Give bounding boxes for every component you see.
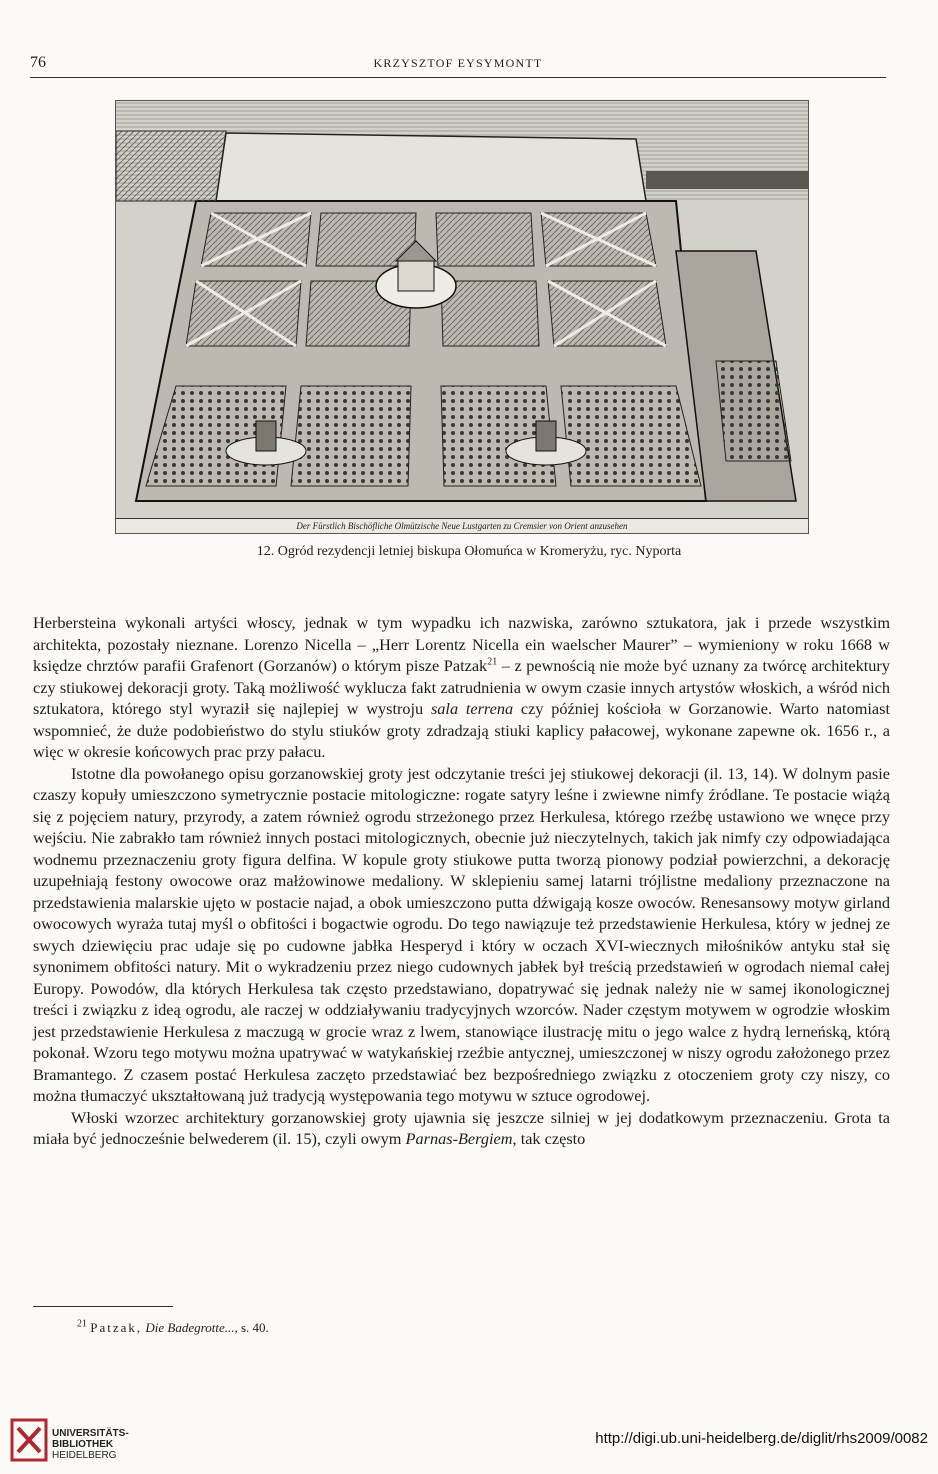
- paragraph-3-text-b: , tak często: [512, 1129, 586, 1148]
- source-url-link[interactable]: http://digi.ub.uni-heidelberg.de/diglit/rhs2009/0082: [595, 1430, 928, 1447]
- page-number: 76: [30, 54, 46, 71]
- library-logo-icon: [10, 1418, 48, 1467]
- footnote-number: 21: [77, 1318, 87, 1330]
- garden-engraving-drawing: [116, 101, 808, 519]
- footnote-ref: 21: [487, 656, 498, 668]
- paragraph-2: Istotne dla powołanego opisu gorzanowskiej groty jest odczytanie treści jej stiukowej dekoracji (il. 13, 14). W dolnym pasie czaszy kopuły umieszczono symetrycznie postacie mitologiczne: rogate satyry leśne i zwiewne nimfy źródlane. Te postacie wiążą się z pojęciem natury, przyrody, a zatem również ogrodu strzeżonego przez Herkulesa, którego rzeźbę ustawiono we wnęce przy wejściu. Nie zabrakło tam również innych postaci mitologicznych, obecnie już nieczytelnych, takich jak nimfy czy odpowiadająca wodnemu przeznaczeniu groty figura delfina. W kopule groty stiukowe putta tworzą pionowy podział powierzchni, a dekorację uzupełniają festony owocowe oraz małżowinowe medaliony. W sklepieniu samej latarni trójlistne medaliony przeznaczone na przedstawienia malarskie ujęto w postacie najad, a obok umieszczono putta dźwigają kosze owoców. Renesansowy motyw girland owocowych wyraża tutaj myśl o obfitości i bogactwie ogrodu. Do tego nawiązuje też przedstawienie Herkulesa, który w jednej ze swych dziewięciu prac udaje się po cudowne jabłka Hesperyd i który w oczach XVI-wiecznych miłośników antyku stał się synonimem obfitości natury. Mit o wykradzeniu przez niego cudownych jabłek był treścią przedstawień w ogrodach niemal całej Europy. Powodów, dla których Herkulesa tak często przedstawiano, dopatrywać się jednak należy nie w samej ikonologicznej treści i związku z ideą ogrodu, ale raczej w oddziaływaniu tradycyjnych wzorców. Nader częstym motywem w ogrodzie włoskim jest przedstawienie Herkulesa z maczugą w grocie wraz z lwem, stanowiące ilustrację mitu o jego walce z hydrą lerneńską, którą pokonał. Wzoru tego motywu można upatrywać w watykańskiej rzeźbie antycznej, umieszczonej w niszy ogrodu założonego przez Bramantego. Z czasem postać Herkulesa zaczęto przedstawiać bez bezpośredniego związku z otoczeniem groty czy niszy, co można tłumaczyć ukształtowaną już tradycją występowania tego motywu w sztuce ogrodowej.: [33, 763, 890, 1105]
- page-header: [30, 50, 886, 78]
- garden-engraving: [115, 100, 809, 534]
- footnote-rule: [33, 1306, 173, 1307]
- paragraph-3-text-a: Włoski wzorzec architektury gorzanowskiej groty ujawnia się jeszcze silniej w jej dodatkowym przeznaczeniu. Grota ta miała być jednocześnie belwederem (il. 15), czyli owym: [33, 1107, 890, 1148]
- italic-term: Parnas-Bergiem: [405, 1129, 513, 1148]
- running-head: KRZYSZTOF EYSYMONTT: [373, 56, 543, 70]
- paragraph-3: [33, 1107, 890, 1150]
- library-name-line1: UNIVERSITÄTS-: [52, 1428, 129, 1439]
- engraving-inscription: Der Fürstlich Bischöfliche Olmützische Neue Lustgarten zu Cremsier von Orient anzusehen: [116, 518, 808, 533]
- library-name-line2: BIBLIOTHEK: [52, 1439, 114, 1450]
- page-footer: [0, 1412, 938, 1474]
- italic-term: sala terrena: [430, 699, 514, 718]
- footnote-author: Patzak,: [90, 1320, 143, 1335]
- library-name-line3: HEIDELBERG: [52, 1450, 117, 1461]
- body-text: [33, 612, 890, 1150]
- paragraph-1: [33, 612, 890, 763]
- library-name: [52, 1428, 129, 1461]
- paragraph-1-text-a: Herbersteina wykonali artyści włoscy, jednak w tym wypadku ich nazwiska, zarówno sztukatora, jak i przede wszystkim architekta, pozostały nieznane. Lorenzo Nicella – „Herr Lorentz Nicella ein waelscher Maurer” – wymieniony w roku 1668 w księdze chrztów parafii Grafenort (Gorzanów) o którym pisze Patzak: [33, 613, 890, 675]
- footnote: [77, 1320, 269, 1336]
- paragraph-1-text-c: czy później kościoła w Gorzanowie. Warto natomiast wspomnieć, że duże podobieństwo do stylu stiuków groty zdradzają stiuki kaplicy pałacowej, wykonane zapewne ok. 1656 r., a więc w okresie końcowych prac przy pałacu.: [33, 699, 890, 761]
- figure-caption: 12. Ogród rezydencji letniej biskupa Ołomuńca w Kromeryżu, ryc. Nyporta: [256, 544, 682, 559]
- footnote-title: Die Badegrotte...: [145, 1320, 235, 1335]
- paragraph-1-text-b: – z pewnością nie może być uznany za twórcę architektury czy stiukowej dekoracji groty. Taką możliwość wyklucza fakt zatrudnienia w owym czasie innych artystów włoskich, a wśród nich sztukatora, którego styl wyraził się najlepiej w wystroju: [33, 656, 890, 718]
- footnote-page: , s. 40.: [234, 1320, 269, 1335]
- header-rule: [30, 77, 886, 78]
